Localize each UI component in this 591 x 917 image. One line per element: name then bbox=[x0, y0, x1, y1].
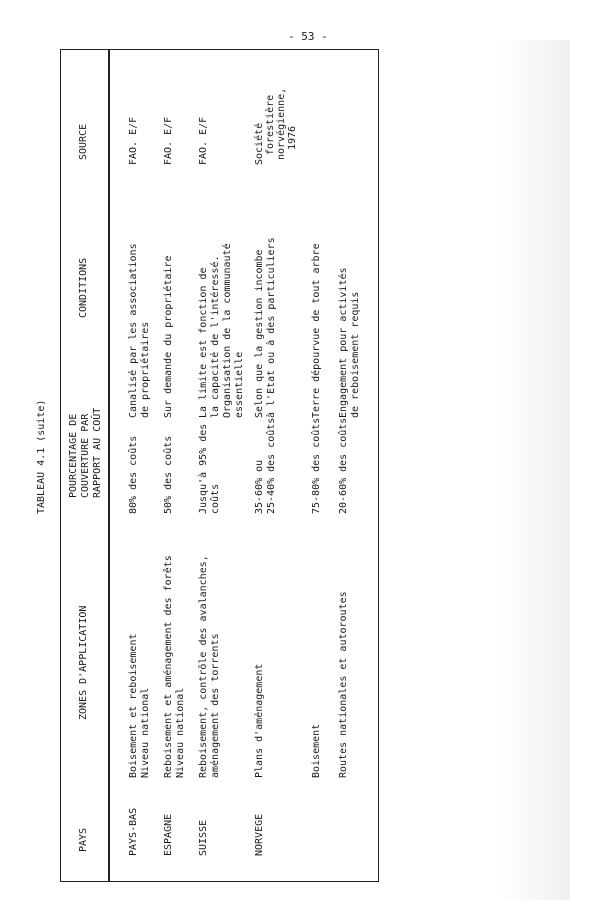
row-zone-application: Niveau national bbox=[175, 687, 186, 778]
row-pays: ESPAGNE bbox=[163, 813, 174, 856]
row-source: norvégienne, bbox=[276, 87, 287, 160]
table-caption: TABLEAU 4.1 (suite) bbox=[36, 399, 47, 514]
row-pourcentage: 75-80% des coûts bbox=[311, 417, 322, 514]
row-zone-application: Reboisement et aménagement des forêts bbox=[163, 555, 174, 778]
row-conditions: de reboisement requis bbox=[350, 291, 361, 418]
row-conditions: Canalisé par les associations bbox=[128, 243, 139, 418]
row-zone-application: Niveau national bbox=[140, 687, 151, 778]
row-pourcentage: Jusqu'à 95% des bbox=[198, 423, 209, 514]
header-conditions: CONDITIONS bbox=[78, 257, 89, 318]
row-source: 1976 bbox=[287, 125, 298, 150]
row-source: FAO. E/F bbox=[198, 116, 209, 165]
row-zone-application: Boisement et reboisement bbox=[128, 633, 139, 778]
header-pourcentage: COUVERTURE PAR bbox=[80, 413, 91, 498]
header-pays: PAYS bbox=[78, 827, 89, 852]
header-pourcentage: RAPPORT AU COÛT bbox=[92, 407, 103, 498]
row-conditions: Selon que la gestion incombe bbox=[254, 249, 265, 418]
row-pays: PAYS-BAS bbox=[128, 807, 139, 856]
row-conditions: la capacité de l'intéressé. bbox=[210, 255, 221, 418]
row-pourcentage: coûts bbox=[210, 483, 221, 514]
row-conditions: La limite est fonction de bbox=[198, 267, 209, 418]
row-source: forestière bbox=[265, 94, 276, 155]
row-source: FAO. E/F bbox=[128, 116, 139, 165]
row-conditions: Engagement pour activités bbox=[338, 267, 349, 418]
row-conditions: Sur demande du propriétaire bbox=[163, 255, 174, 418]
row-conditions: à l'Etat ou à des particuliers bbox=[266, 237, 277, 418]
page-number: - 53 - bbox=[288, 30, 328, 43]
row-conditions: Organisation de la communauté bbox=[222, 243, 233, 418]
header-source: SOURCE bbox=[78, 123, 89, 160]
row-pays: NORVEGE bbox=[254, 813, 265, 856]
row-pourcentage: 80% des coûts bbox=[128, 435, 139, 514]
row-source: Société bbox=[254, 122, 265, 165]
row-pourcentage: 25-40% des coûts bbox=[266, 417, 277, 514]
row-conditions: de propriétaires bbox=[140, 321, 151, 418]
header-zones: ZONES D'APPLICATION bbox=[78, 605, 89, 720]
header-pourcentage: POURCENTAGE DE bbox=[68, 413, 79, 498]
row-pourcentage: 35-60% ou bbox=[254, 459, 265, 514]
row-conditions: essentielle bbox=[234, 351, 245, 418]
row-pourcentage: 20-60% des coûts bbox=[338, 417, 349, 514]
header-divider bbox=[108, 49, 110, 882]
row-source: FAO. E/F bbox=[163, 116, 174, 165]
row-conditions: Terre dépourvue de tout arbre bbox=[311, 243, 322, 418]
row-zone-application: Plans d'aménagement bbox=[254, 663, 265, 778]
row-pays: SUISSE bbox=[198, 819, 209, 856]
scan-shadow bbox=[500, 40, 570, 900]
row-zone-application: aménagement des torrents bbox=[210, 633, 221, 778]
row-zone-application: Reboisement, contrôle des avalanches, bbox=[198, 555, 209, 778]
row-pourcentage: 50% des coûts bbox=[163, 435, 174, 514]
row-zone-application: Routes nationales et autoroutes bbox=[338, 591, 349, 778]
row-zone-application: Boisement bbox=[311, 723, 322, 778]
